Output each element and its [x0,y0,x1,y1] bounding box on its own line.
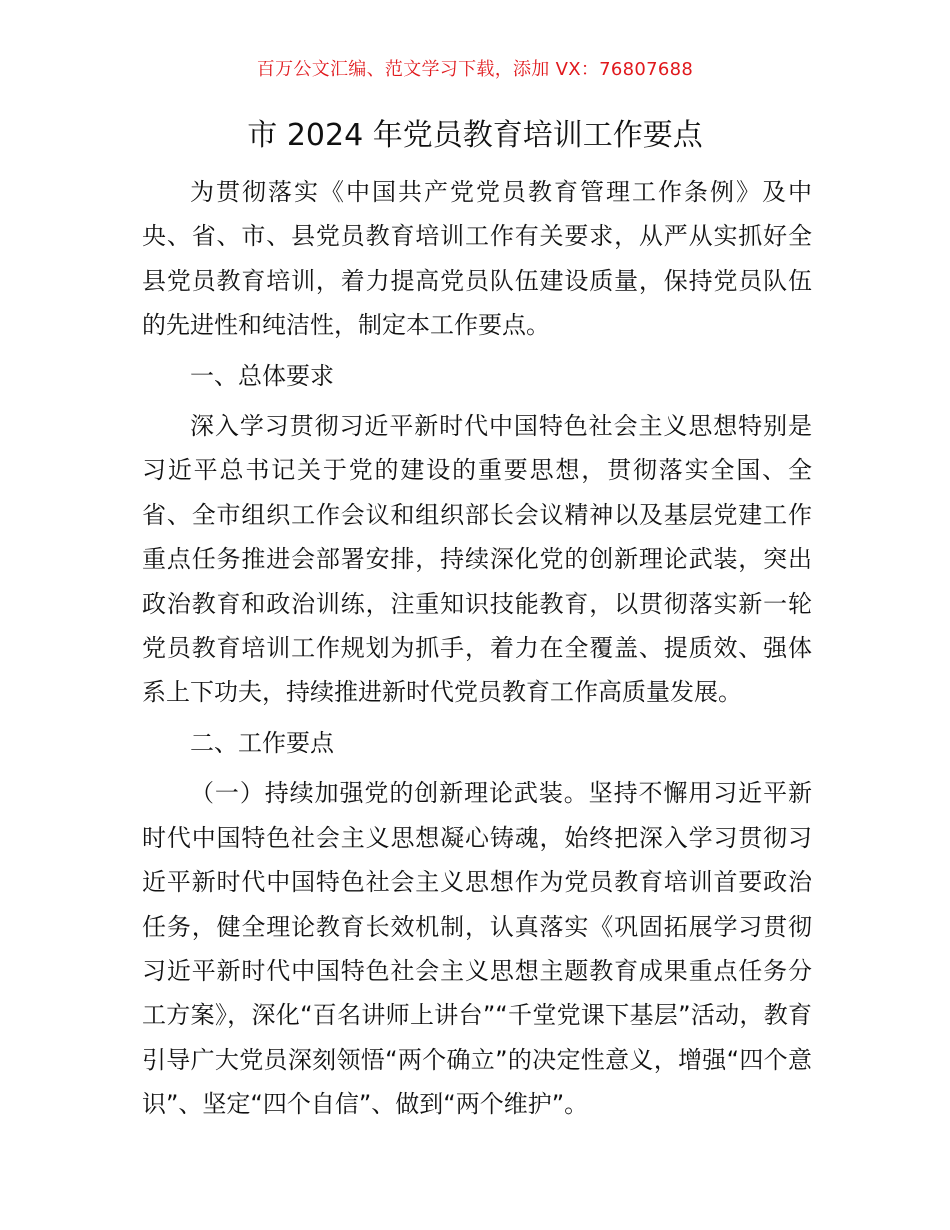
section-heading-work-points: 二、工作要点 [190,728,334,757]
general-requirements-paragraph: 深入学习贯彻习近平新时代中国特色社会主义思想特别是习近平总书记关于党的建设的重要思想，贯彻落实全国、全省、全市组织工作会议和组织部长会议精神以及基层党建工作重点任务推进会部署安排，持续深化党的创新理论武装，突出政治教育和政治训练，注重知识技能教育，以贯彻落实新一轮党员教育培训工作规划为抓手，着力在全覆盖、提质效、强体系上下功夫，持续推进新时代党员教育工作高质量发展。 [142,412,812,707]
document-title: 市 2024 年党员教育培训工作要点 [247,118,703,153]
download-banner: 百万公文汇编、范文学习下载，添加 VX：76807688 [256,59,694,80]
intro-paragraph: 为贯彻落实《中国共产党党员教育管理工作条例》及中央、省、市、县党员教育培训工作有关要求，从严从实抓好全县党员教育培训，着力提高党员队伍建设质量，保持党员队伍的先进性和纯洁性，制定本工作要点。 [142,178,812,340]
document-body [142,170,812,1133]
section-heading-general-requirements: 一、总体要求 [190,361,334,390]
work-point-1-paragraph: （一）持续加强党的创新理论武装。坚持不懈用习近平新时代中国特色社会主义思想凝心铸魂，始终把深入学习贯彻习近平新时代中国特色社会主义思想作为党员教育培训首要政治任务，健全理论教育长效机制，认真落实《巩固拓展学习贯彻习近平新时代中国特色社会主义思想主题教育成果重点任务分工方案》，深化“百名讲师上讲台”“千堂党课下基层”活动，教育引导广大党员深刻领悟“两个确立”的决定性意义，增强“四个意识”、坚定“四个自信”、做到“两个维护”。 [142,779,812,1119]
